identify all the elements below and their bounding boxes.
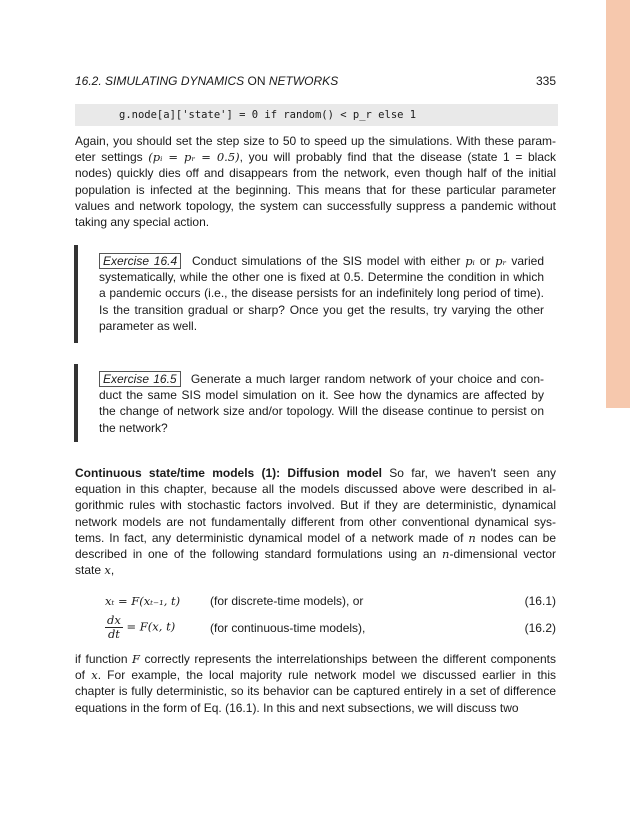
exercise1-math-2: pᵣ bbox=[495, 254, 507, 268]
exercise1-text-3: varied systematically, while the other one is fixed at 0.5. Determine the condition in which a pandemic occurs (i.e., the disease persists for an indefinitely long period of time). Is the transition gradual or sharp? Once you get the results, try varying the other parameter as well. bbox=[99, 254, 545, 333]
paragraph-1 bbox=[75, 133, 556, 230]
para2-text-1: So far, we haven't seen any equation in this chapter, because all the models discussed above were described in al- gorithmic rules with stochastic factors involved. But if they are deterministic, dynamical network models are not fundamentally different from other conventional dynamical sys- tems. In fact, any deterministic dynamical model of a network made of bbox=[75, 466, 557, 545]
exercise2-text: Generate a much larger random network of your choice and con- duct the same SIS model simulation on it. See how the dynamics are affected by the change of network size and/or topology. Will the disease continue to persist on the network? bbox=[99, 372, 544, 435]
equation-desc: (for discrete-time models), or bbox=[210, 594, 364, 608]
running-header bbox=[75, 74, 556, 88]
equation-number: (16.1) bbox=[524, 594, 556, 608]
para2-math-1: n bbox=[468, 530, 476, 545]
exercise-16-4 bbox=[74, 245, 544, 343]
exercise1-math-1: pᵢ bbox=[465, 254, 475, 268]
para3-math-1: F bbox=[132, 652, 141, 666]
header-title-3: NETWORKS bbox=[268, 74, 339, 88]
para1-math: (pᵢ = pᵣ = 0.5) bbox=[148, 150, 240, 165]
code-block: g.node[a]['state'] = 0 if random() < p_r else 1 bbox=[75, 104, 558, 126]
para3-text-2: correctly represents the interrelationships between the different components of bbox=[75, 652, 556, 683]
para1-text-1: Again, you should set the step size to 50 to speed up the simulations. With these param- eter settings bbox=[75, 134, 556, 165]
fraction-denominator: dt bbox=[107, 627, 120, 641]
equation-lhs bbox=[105, 614, 175, 641]
equation-rhs: = F(x, t) bbox=[126, 619, 176, 634]
header-title-1: SIMULATING DYNAMICS bbox=[105, 74, 245, 88]
para1-text-2: , you will probably find that the disease (state 1 = black nodes) quickly dies off and disappears from the network, even though half of the initial population is infected at the beginning. This means that for these particular parameter values and network topology, the system can successfully suppress a pandemic without taking any special action. bbox=[75, 150, 556, 230]
para3-math-2: x bbox=[91, 668, 98, 683]
exercise-label: Exercise 16.5 bbox=[99, 371, 181, 387]
exercise1-text-2: or bbox=[479, 254, 491, 268]
para3-text-3: . For example, the local majority rule network model we discussed earlier in this chapter is fully deterministic, so its behavior can be captured entirely in a set of difference equations in the form of Eq. (16.1). In this and next subsections, we will discuss two bbox=[75, 668, 556, 715]
para2-text-3: -dimensional vector state bbox=[75, 547, 556, 578]
page-number: 335 bbox=[535, 74, 556, 88]
exercise1-text-1: Conduct simulations of the SIS model with either bbox=[191, 254, 461, 268]
paragraph-2 bbox=[75, 465, 556, 578]
para2-text-2: nodes can be described in one of the following standard formulations using an bbox=[75, 530, 556, 562]
exercise-16-5 bbox=[74, 364, 544, 442]
paragraph-3 bbox=[75, 651, 556, 716]
page-edge-tab bbox=[606, 0, 630, 408]
header-title-2: ON bbox=[247, 74, 266, 88]
para2-math-3: x bbox=[104, 563, 111, 578]
exercise-label: Exercise 16.4 bbox=[99, 253, 181, 269]
equation-number: (16.2) bbox=[524, 621, 556, 635]
fraction-numerator: dx bbox=[107, 613, 121, 627]
equation-16-2 bbox=[75, 614, 556, 644]
para2-math-2: n bbox=[442, 547, 450, 562]
header-section: 16.2. bbox=[75, 74, 102, 88]
equation-lhs: xₜ = F(xₜ₋₁, t) bbox=[105, 594, 181, 608]
fraction bbox=[105, 614, 123, 641]
equation-16-1 bbox=[75, 594, 556, 614]
subsection-heading: Continuous state/time models (1): Diffusion model bbox=[75, 466, 383, 480]
para2-text-4: , bbox=[110, 563, 115, 578]
equation-desc: (for continuous-time models), bbox=[210, 621, 366, 635]
para3-text-1: if function bbox=[75, 652, 128, 666]
